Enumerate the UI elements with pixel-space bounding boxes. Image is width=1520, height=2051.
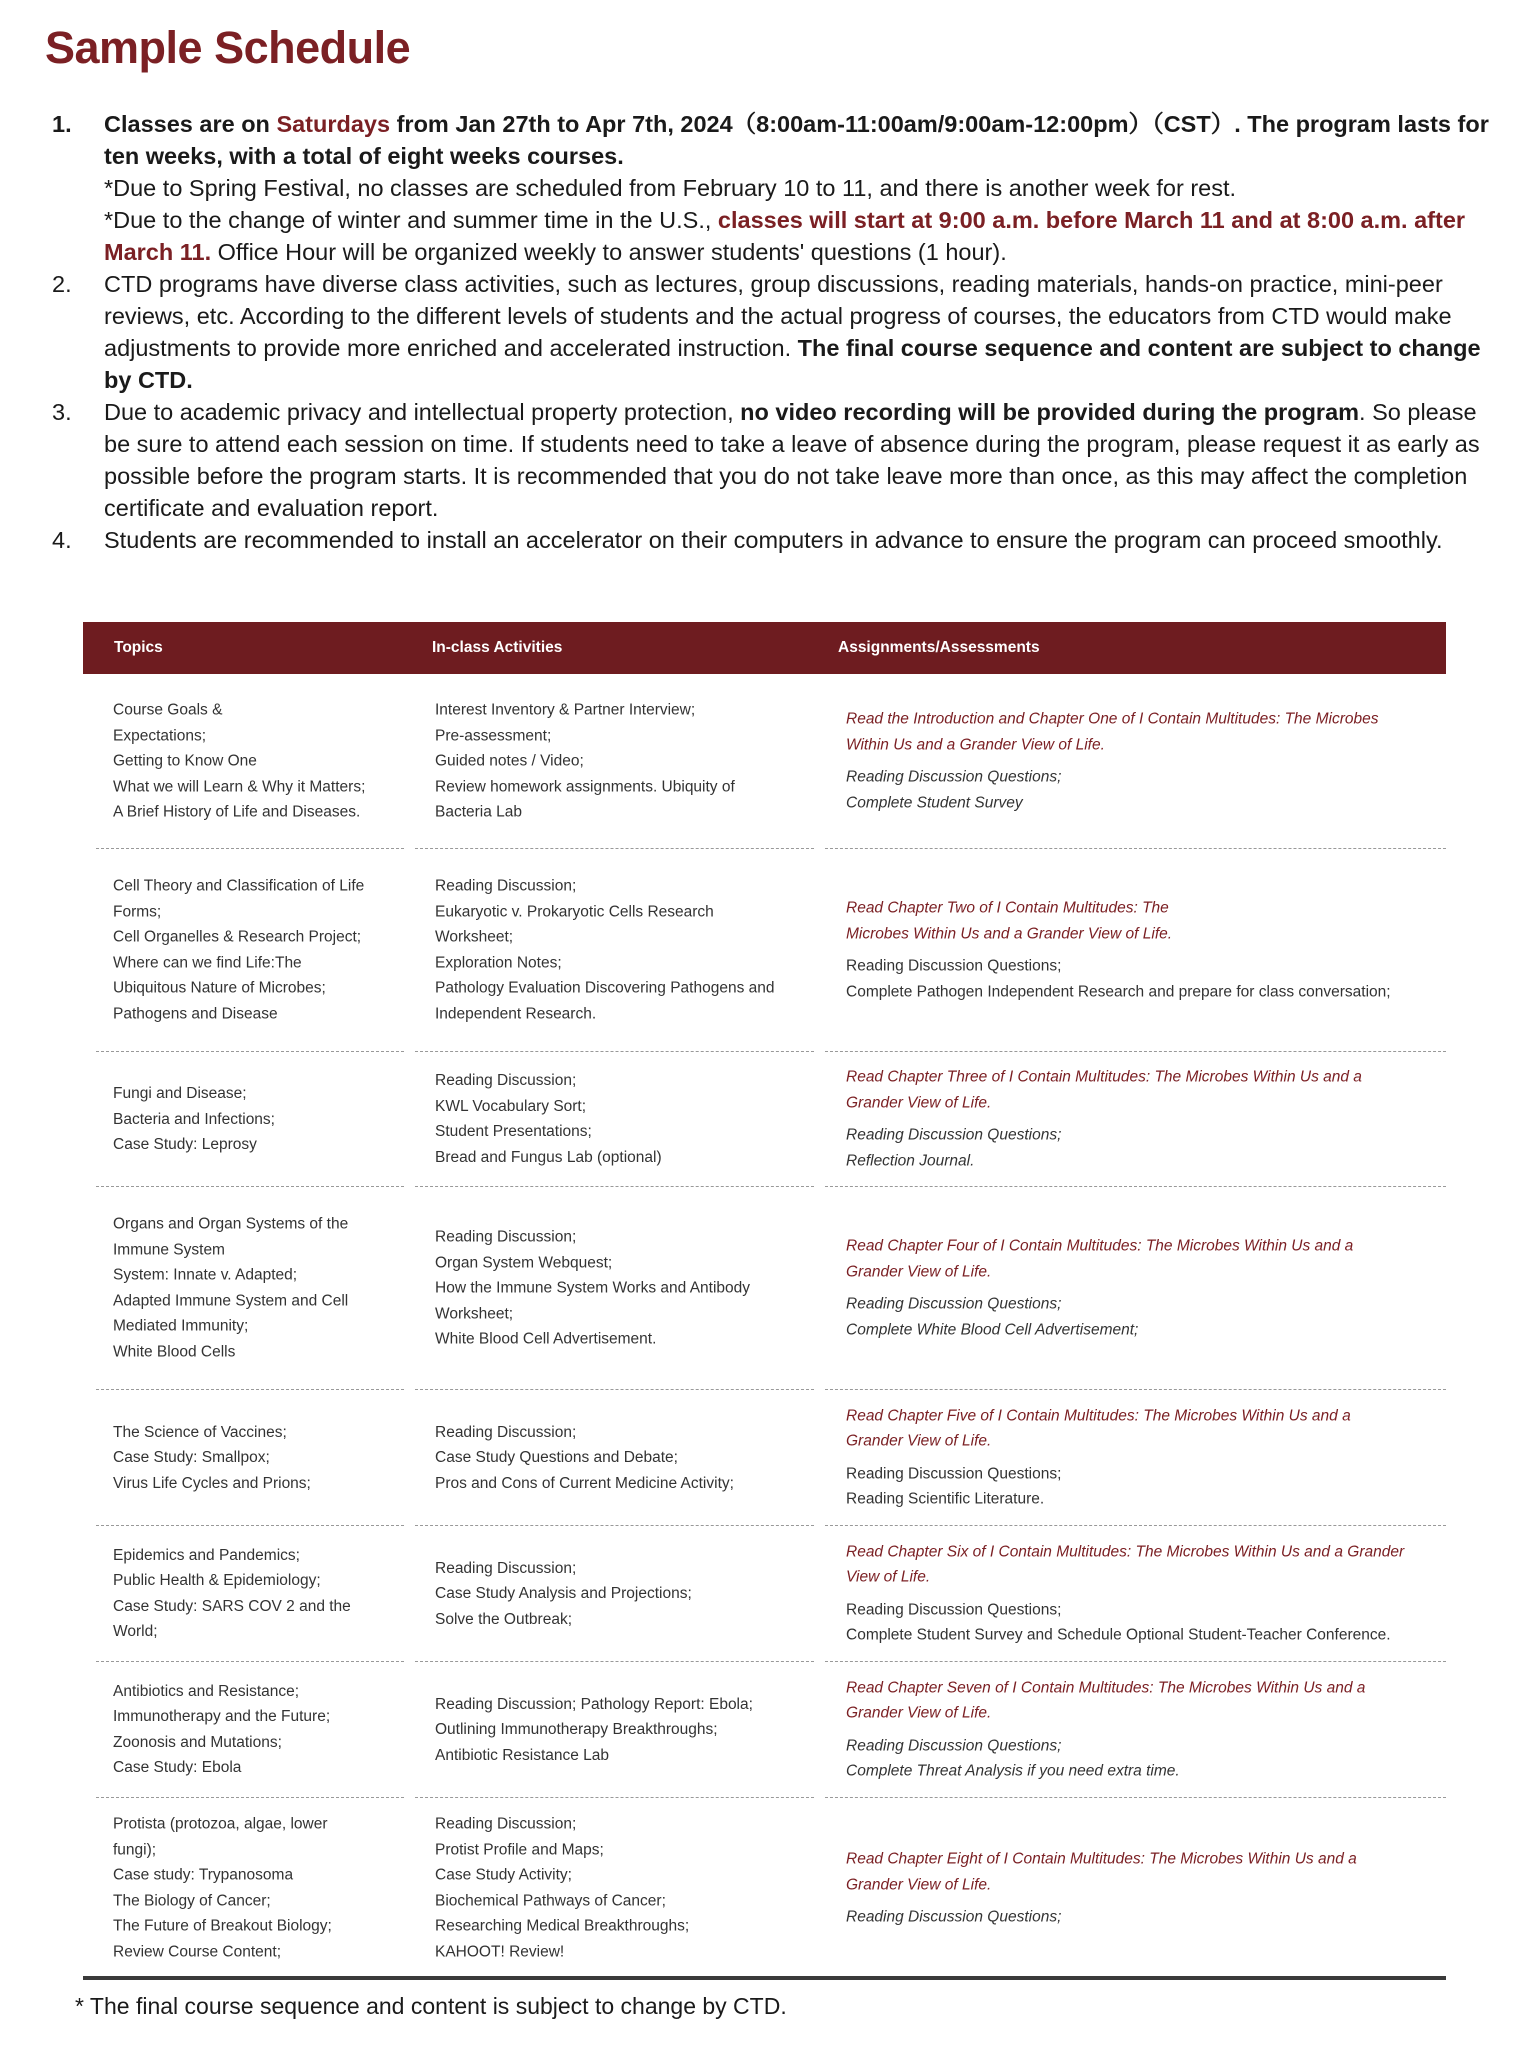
assessment-list [846, 1904, 1446, 1930]
assignments-cell [825, 1052, 1446, 1187]
activity-line: Outlining Immunotherapy Breakthroughs; [435, 1720, 718, 1738]
topic-line: Case Study: Leprosy [113, 1135, 257, 1153]
reading-assignment-line: View of Life. [846, 1568, 931, 1586]
reading-assignment-line: Read the Introduction and Chapter One of I Contain Multitudes: The Microbes [846, 710, 1379, 728]
reading-assignment-line: Grander View of Life. [846, 1094, 992, 1111]
schedule-summary [104, 108, 1492, 172]
reading-assignment-line: Read Chapter Six of I Contain Multitudes: The Microbes Within Us and a Grander [846, 1543, 1405, 1560]
topic-line: Immune System [113, 1241, 225, 1258]
topic-line: Protista (protozoa, algae, lower [113, 1815, 328, 1833]
topic-line: A Brief History of Life and Diseases. [113, 803, 361, 821]
assessment-line: Reading Discussion Questions; [846, 1465, 1062, 1482]
note-bold: The final course sequence and content are subject to change by CTD. [104, 335, 1481, 393]
assignments-cell [825, 1187, 1446, 1390]
reading-assignment-line: Read Chapter Four of I Contain Multitudes: The Microbes Within Us and a [846, 1237, 1354, 1255]
activity-line: Reading Discussion; [435, 1559, 577, 1577]
table-row [83, 1798, 1446, 1978]
table-header [83, 622, 1446, 674]
activity-line: Worksheet; [435, 928, 514, 946]
assessment-list [846, 1123, 1446, 1174]
topics-cell [96, 1526, 404, 1662]
assessment-line: Reflection Journal. [846, 1152, 975, 1169]
notice-item-4 [52, 524, 1492, 556]
saturdays-highlight: Saturdays [276, 111, 391, 137]
topics-cell [96, 1798, 404, 1978]
assessment-list [846, 1461, 1446, 1512]
time-change-note [104, 204, 1492, 268]
header-topics: Topics [114, 639, 163, 656]
activity-line: How the Immune System Works and Antibody [435, 1279, 751, 1297]
topic-line: Antibiotics and Resistance; [113, 1682, 300, 1700]
reading-assignment-line: Read Chapter Seven of I Contain Multitudes: The Microbes Within Us and a [846, 1679, 1366, 1696]
assessment-list [846, 1733, 1446, 1784]
topic-line: Course Goals & [113, 701, 223, 719]
summary-text: Classes are on [104, 111, 277, 137]
assessment-line: Reading Discussion Questions; [846, 1908, 1062, 1926]
schedule-table [83, 622, 1446, 1978]
header-activities: In-class Activities [432, 639, 563, 656]
assignments-cell [825, 674, 1446, 849]
activity-line: Organ System Webquest; [435, 1253, 613, 1271]
activity-line: Student Presentations; [435, 1123, 592, 1140]
activity-line: Reading Discussion; [435, 1423, 577, 1441]
activity-line: Reading Discussion; [435, 1072, 577, 1089]
topic-line: Forms; [113, 903, 162, 920]
topic-line: Where can we find Life:The [113, 954, 302, 971]
activities-cell [415, 1052, 814, 1187]
reading-assignment-line: Grander View of Life. [846, 1263, 992, 1280]
table-bottom-rule [83, 1976, 1446, 1980]
topic-line: Fungi and Disease; [113, 1084, 247, 1102]
spring-festival-note: *Due to Spring Festival, no classes are scheduled from February 10 to 11, and there is another week for rest. [104, 175, 1237, 201]
activity-line: Case Study Analysis and Projections; [435, 1584, 692, 1602]
note-text-cont: . So please be sure to attend each session on time. If students need to take a leave of absence during the program, please request it as early as possible before the program starts. It is recommended that you do not take leave more than once, as this may affect the completion certificate and evaluation report. [104, 399, 1480, 521]
activities-cell [415, 1662, 814, 1798]
topic-line: White Blood Cells [113, 1343, 236, 1360]
topic-line: Virus Life Cycles and Prions; [113, 1474, 311, 1492]
table-row [83, 1390, 1446, 1526]
summary-text-cont: from Jan 27th to Apr 7th, 2024（8:00am-11:00am/9:00am-12:00pm）（CST）. The program lasts for ten weeks, with a total of eight weeks courses. [104, 111, 1489, 169]
topics-cell [96, 1052, 404, 1187]
list-number: 2. [52, 271, 72, 297]
activities-cell [415, 1798, 814, 1978]
topic-line: Case Study: Smallpox; [113, 1448, 270, 1466]
activity-line: Worksheet; [435, 1304, 514, 1322]
topic-line: Mediated Immunity; [113, 1317, 249, 1335]
topic-line: Public Health & Epidemiology; [113, 1572, 321, 1589]
topic-line: Epidemics and Pandemics; [113, 1546, 300, 1564]
activity-line: Biochemical Pathways of Cancer; [435, 1892, 666, 1909]
topics-cell [96, 1662, 404, 1798]
activity-line: Bacteria Lab [435, 803, 523, 821]
reading-assignment-line: Read Chapter Five of I Contain Multitudes: The Microbes Within Us and a [846, 1407, 1351, 1424]
activity-line: Case Study Activity; [435, 1866, 572, 1884]
activity-line: Pathology Evaluation Discovering Pathogens and [435, 979, 775, 997]
assignments-cell [825, 1390, 1446, 1526]
accelerator-note: Students are recommended to install an accelerator on their computers in advance to ensure the program can proceed smoothly. [104, 527, 1443, 553]
assessment-line: Reading Discussion Questions; [846, 1601, 1062, 1618]
note-text: Due to academic privacy and intellectual property protection, [104, 399, 741, 425]
topic-line: Cell Organelles & Research Project; [113, 928, 362, 946]
time-highlight: classes will start at 9:00 a.m. before March 11 and at 8:00 a.m. after March 11. [104, 207, 1466, 265]
topics-cell [96, 1390, 404, 1526]
list-number: 3. [52, 399, 72, 425]
topic-line: Case study: Trypanosoma [113, 1866, 294, 1884]
topics-cell [96, 1187, 404, 1390]
activities-cell [415, 1526, 814, 1662]
assessment-line: Complete White Blood Cell Advertisement; [846, 1321, 1139, 1338]
activity-line: Exploration Notes; [435, 954, 562, 971]
table-row [83, 1052, 1446, 1187]
reading-assignment-line: Grander View of Life. [846, 1432, 992, 1450]
topic-line: Case Study: SARS COV 2 and the [113, 1597, 351, 1615]
reading-assignment-line: Grander View of Life. [846, 1875, 992, 1893]
reading-assignment-line: Read Chapter Three of I Contain Multitudes: The Microbes Within Us and a [846, 1068, 1362, 1086]
assessment-list [846, 765, 1446, 816]
activities-note [104, 268, 1492, 396]
privacy-note [104, 396, 1492, 524]
assignments-cell [825, 849, 1446, 1052]
topic-line: What we will Learn & Why it Matters; [113, 777, 366, 795]
reading-assignment-line: Within Us and a Grander View of Life. [846, 736, 1105, 753]
assessment-list [846, 1597, 1446, 1648]
notice-item-2 [52, 268, 1492, 396]
activity-line: KWL Vocabulary Sort; [435, 1097, 587, 1115]
activity-line: Researching Medical Breakthroughs; [435, 1917, 690, 1935]
table-row [83, 1187, 1446, 1390]
assessment-line: Reading Discussion Questions; [846, 1126, 1062, 1144]
reading-assignment-line: Read Chapter Two of I Contain Multitudes: The [846, 899, 1169, 917]
topic-line: Cell Theory and Classification of Life [113, 877, 365, 895]
activity-line: Bread and Fungus Lab (optional) [435, 1148, 662, 1166]
activity-line: Interest Inventory & Partner Interview; [435, 701, 696, 719]
activity-line: Review homework assignments. Ubiquity of [435, 777, 735, 795]
activity-line: Protist Profile and Maps; [435, 1841, 604, 1858]
assessment-list [846, 1292, 1446, 1343]
table-row [83, 1662, 1446, 1798]
table-body [83, 674, 1446, 1978]
table-row [83, 849, 1446, 1052]
notice-list [52, 108, 1492, 556]
activity-line: Case Study Questions and Debate; [435, 1448, 678, 1466]
page-title: Sample Schedule [45, 22, 411, 73]
notice-item-3 [52, 396, 1492, 524]
topic-line: Case Study: Ebola [113, 1759, 242, 1776]
assessment-line: Complete Threat Analysis if you need extra time. [846, 1762, 1180, 1780]
topic-line: Organs and Organ Systems of the [113, 1215, 349, 1233]
assignments-cell [825, 1526, 1446, 1662]
list-number: 4. [52, 527, 72, 553]
topics-cell [96, 674, 404, 849]
note-text: *Due to the change of winter and summer time in the U.S., [104, 207, 718, 233]
note-text-cont: Office Hour will be organized weekly to answer students' questions (1 hour). [211, 239, 1007, 265]
topic-line: Adapted Immune System and Cell [113, 1292, 349, 1309]
reading-assignment-line: Grander View of Life. [846, 1704, 992, 1722]
topic-line: The Future of Breakout Biology; [113, 1917, 332, 1935]
activity-line: Reading Discussion; [435, 1815, 577, 1833]
activity-line: Solve the Outbreak; [435, 1610, 572, 1628]
activity-line: KAHOOT! Review! [435, 1943, 565, 1960]
notice-item-1 [52, 108, 1492, 268]
assessment-line: Reading Discussion Questions; [846, 1737, 1062, 1754]
activities-cell [415, 674, 814, 849]
table-row [83, 674, 1446, 849]
activity-line: Eukaryotic v. Prokaryotic Cells Research [435, 903, 714, 920]
topic-line: Pathogens and Disease [113, 1005, 278, 1022]
assessment-line: Reading Scientific Literature. [846, 1490, 1045, 1508]
topic-line: Review Course Content; [113, 1943, 281, 1960]
topic-line: System: Innate v. Adapted; [113, 1266, 298, 1284]
activities-cell [415, 849, 814, 1052]
activity-line: Reading Discussion; [435, 877, 577, 895]
activities-cell [415, 1187, 814, 1390]
activity-line: Independent Research. [435, 1005, 597, 1022]
topic-line: Ubiquitous Nature of Microbes; [113, 979, 326, 997]
activity-line: Reading Discussion; [435, 1228, 577, 1246]
assignments-cell [825, 1798, 1446, 1978]
activity-line: Pros and Cons of Current Medicine Activity; [435, 1474, 734, 1492]
header-assignments: Assignments/Assessments [838, 639, 1040, 656]
assessment-line: Reading Discussion Questions; [846, 1295, 1062, 1313]
activity-line: Antibiotic Resistance Lab [435, 1746, 610, 1764]
list-number: 1. [52, 111, 72, 137]
table-row [83, 1526, 1446, 1662]
topic-line: Zoonosis and Mutations; [113, 1733, 282, 1751]
topics-cell [96, 849, 404, 1052]
assessment-line: Complete Student Survey [846, 794, 1023, 811]
topic-line: Bacteria and Infections; [113, 1110, 275, 1128]
activity-line: Pre-assessment; [435, 726, 552, 744]
assessment-list [846, 954, 1446, 1005]
reading-assignment-line: Read Chapter Eight of I Contain Multitudes: The Microbes Within Us and a [846, 1850, 1357, 1868]
topic-line: Getting to Know One [113, 752, 257, 770]
assessment-line: Reading Discussion Questions; [846, 768, 1062, 786]
topic-line: Immunotherapy and the Future; [113, 1708, 331, 1725]
assignments-cell [825, 1662, 1446, 1798]
note-bold: no video recording will be provided during the program [740, 399, 1360, 425]
topic-line: fungi); [113, 1841, 157, 1858]
activity-line: Guided notes / Video; [435, 752, 584, 770]
reading-assignment-line: Microbes Within Us and a Grander View of Life. [846, 925, 1173, 942]
note-text: CTD programs have diverse class activities, such as lectures, group discussions, reading materials, hands-on practice, mini-peer reviews, etc. According to the different levels of students and the actual progress of courses, the educators from CTD would make adjustments to provide more enriched and accelerated instruction. [104, 271, 1452, 361]
activities-cell [415, 1390, 814, 1526]
assessment-line: Reading Discussion Questions; [846, 957, 1062, 975]
assessment-line: Complete Pathogen Independent Research and prepare for class conversation; [846, 983, 1391, 1000]
topic-line: The Science of Vaccines; [113, 1423, 287, 1441]
assessment-line: Complete Student Survey and Schedule Optional Student-Teacher Conference. [846, 1626, 1391, 1644]
footnote: * The final course sequence and content is subject to change by CTD. [75, 1993, 787, 2019]
topic-line: The Biology of Cancer; [113, 1892, 271, 1909]
topic-line: Expectations; [113, 726, 207, 744]
activity-line: Reading Discussion; Pathology Report: Ebola; [435, 1695, 753, 1713]
activity-line: White Blood Cell Advertisement. [435, 1330, 657, 1348]
topic-line: World; [113, 1623, 158, 1640]
